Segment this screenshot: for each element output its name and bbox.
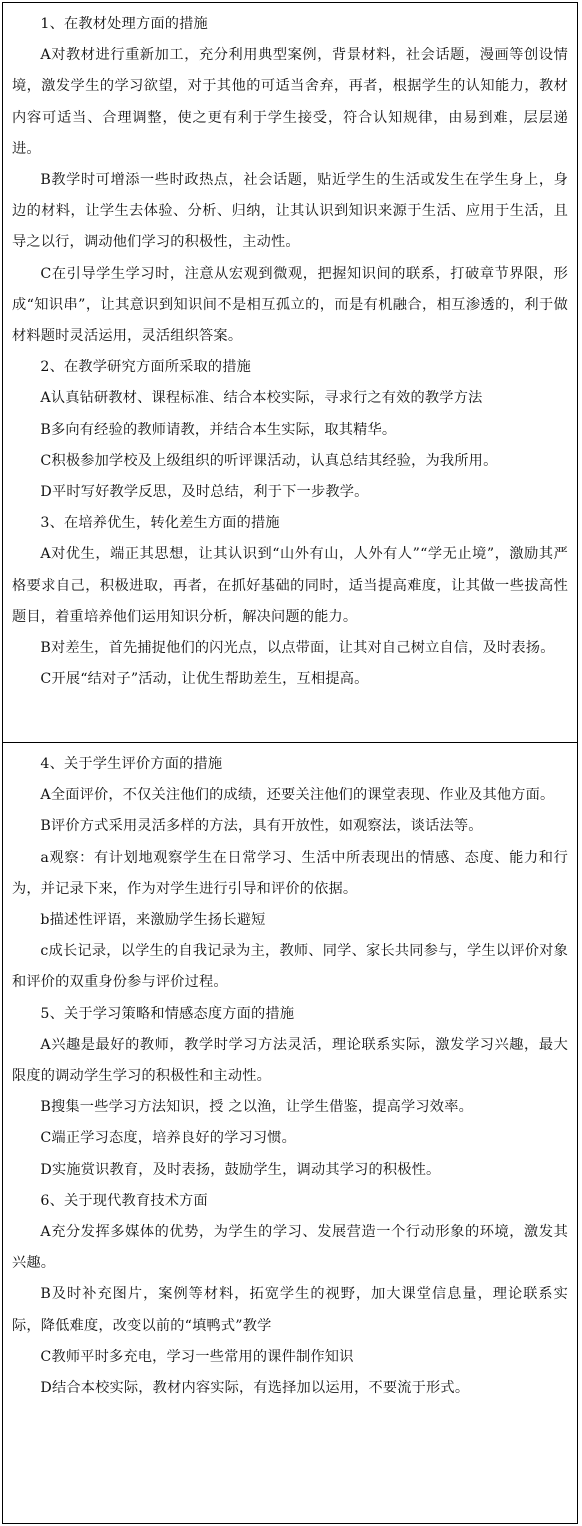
section-4-item-b: B评价方式采用灵活多样的方法，具有开放性，如观察法，谈话法等。 xyxy=(40,818,483,835)
section-4-item-b-c: c成长记录，以学生的自我记录为主，教师、同学、家长共同参与，学生以评价对象和评价的双重身份参与评价过程。 xyxy=(12,943,568,991)
section-3-item-b: B对差生，首先捕捉他们的闪光点，以点带面，让其对自己树立自信，及时表扬。 xyxy=(40,640,555,657)
section-1-item-c: C在引导学生学习时，注意从宏观到微观，把握知识间的联系，打破章节界限，形成“知识串”，让其意识到知识间不是相互孤立的，而是有机融合，相互渗透的，利于做材料题时灵活运用，灵活组织答案。 xyxy=(12,265,568,345)
section-1-item-b: B教学时可增添一些时政热点，社会话题，贴近学生的生活或发生在学生身上，身边的材料，让学生去体验、分析、归纳，让其认识到知识来源于生活、应用于生活，且导之以行，调动他们学习的积极性，主动性。 xyxy=(12,172,568,251)
section-5-item-b: B搜集一些学习方法知识，授 之以渔，让学生借鉴，提高学习效率。 xyxy=(40,1099,473,1116)
section-1-item-a: A对教材进行重新加工，充分利用典型案例，背景材料，社会话题，漫画等创设情境，激发学生的学习欲望，对于其他的可适当舍弃，再者，根据学生的认知能力，教材内容可适当、合理调整，使之更有利于学生接受，符合认知规律，由易到难，层层递进。 xyxy=(12,47,568,157)
section-2-item-a: A认真钻研教材、课程标准、结合本校实际，寻求行之有效的教学方法 xyxy=(40,390,483,407)
section-2-item-c: C积极参加学校及上级组织的听评课活动，认真总结其经验，为我所用。 xyxy=(40,452,498,469)
cell-content-lower xyxy=(12,749,568,1404)
section-5-item-a: A兴趣是最好的教师，教学时学习方法灵活，理论联系实际，激发学习兴趣，最大限度的调动学生学习的积极性和主动性。 xyxy=(12,1036,568,1085)
section-6-item-d: D结合本校实际，教材内容实际，有选择加以运用，不要流于形式。 xyxy=(40,1380,470,1397)
section-heading-2: 2、在教学研究方面所采取的措施 xyxy=(40,359,252,376)
section-heading-1: 1、在教材处理方面的措施 xyxy=(40,16,208,32)
section-3-item-a: A对优生，端正其思想，让其认识到“山外有山，人外有人”“学无止境”，激励其严格要求自己，积极进取，再者，在抓好基础的同时，适当提高难度，让其做一些拔高性题目，着重培养他们运用知识分析，解决问题的能力。 xyxy=(12,546,568,625)
section-4-item-a: A全面评价，不仅关注他们的成绩，还要关注他们的课堂表现、作业及其他方面。 xyxy=(40,787,555,804)
section-heading-4: 4、关于学生评价方面的措施 xyxy=(40,756,223,772)
section-6-item-b: B及时补充图片，案例等材料，拓宽学生的视野，加大课堂信息量，理论联系实际，降低难度，改变以前的“填鸭式”教学 xyxy=(12,1286,568,1334)
section-4-item-b-b: b描述性评语，来激励学生扬长避短 xyxy=(40,912,266,929)
cell-content-upper xyxy=(12,9,568,695)
section-heading-6: 6、关于现代教育技术方面 xyxy=(40,1192,208,1209)
section-5-item-c: C端正学习态度，培养良好的学习习惯。 xyxy=(40,1130,297,1147)
section-4-item-b-a: a观察：有计划地观察学生在日常学习、生活中所表现出的情感、态度、能力和行为，并记录下来，作为对学生进行引导和评价的依据。 xyxy=(12,849,568,897)
section-6-item-a: A充分发挥多媒体的优势，为学生的学习、发展营造一个行动形象的环境，激发其兴趣。 xyxy=(12,1224,568,1272)
section-3-item-c: C开展“结对子”活动，让优生帮助差生，互相提高。 xyxy=(40,671,369,688)
section-heading-5: 5、关于学习策略和情感态度方面的措施 xyxy=(40,1005,295,1022)
table-cell-lower xyxy=(2,742,578,1524)
section-heading-3: 3、在培养优生，转化差生方面的措施 xyxy=(40,515,280,532)
section-2-item-d: D平时写好教学反思，及时总结，利于下一步教学。 xyxy=(40,484,369,501)
section-2-item-b: B多向有经验的教师请教，并结合本生实际，取其精华。 xyxy=(40,421,397,438)
section-6-item-c: C教师平时多充电，学习一些常用的课件制作知识 xyxy=(40,1348,354,1365)
table-cell-upper xyxy=(2,2,578,743)
section-5-item-d: D实施赏识教育，及时表扬，鼓励学生，调动其学习的积极性。 xyxy=(40,1161,441,1178)
